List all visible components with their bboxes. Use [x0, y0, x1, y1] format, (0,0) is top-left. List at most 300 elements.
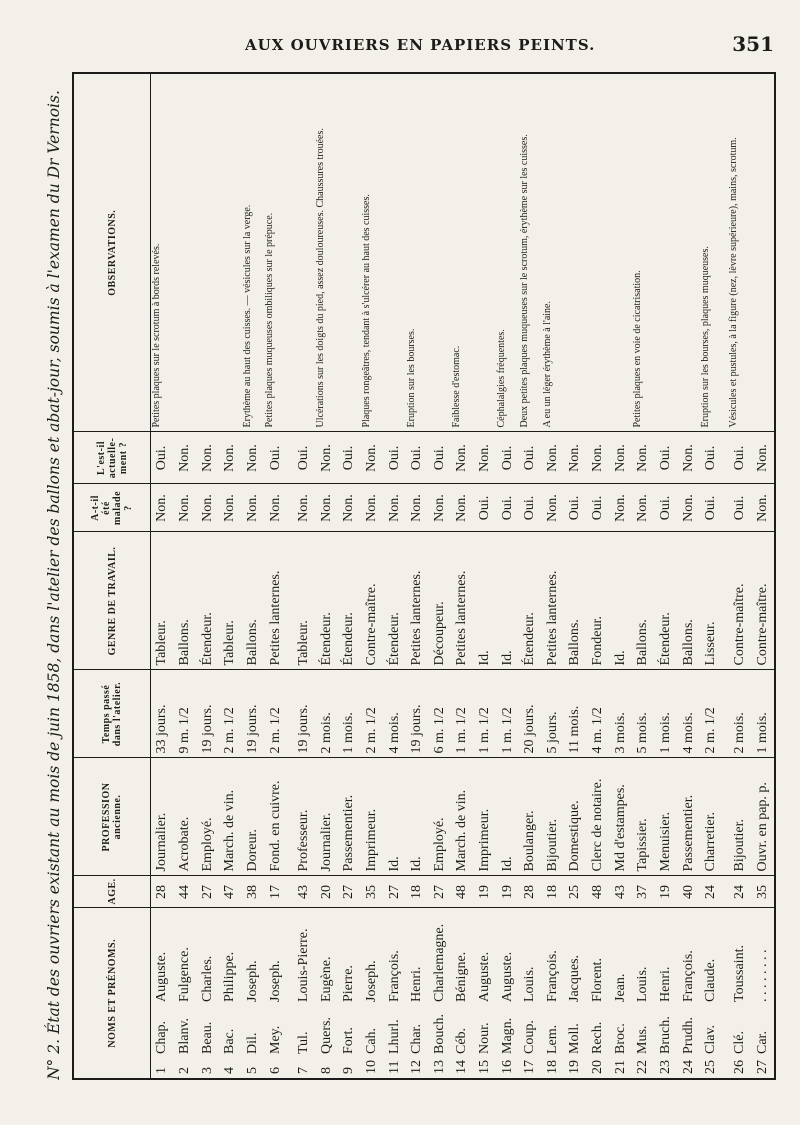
first-name: Henri.: [409, 966, 425, 1002]
row-number: 4: [222, 1067, 238, 1074]
cell-age: 44: [174, 876, 197, 908]
cell-time: 33 jours.: [151, 670, 174, 758]
table-row: [564, 74, 587, 1078]
cell-work: Étendeur.: [338, 532, 361, 670]
cell-age: 38: [242, 876, 265, 908]
table-row: [315, 74, 338, 1078]
table-row: [655, 74, 678, 1078]
surname-abbr: Mey.: [267, 1025, 283, 1054]
cell-work: Ballons.: [242, 532, 265, 670]
cell-time: 1 mois.: [338, 670, 361, 758]
first-name: François.: [386, 950, 402, 1002]
cell-work: Petites lanternes.: [542, 532, 565, 670]
cell-obs: [474, 74, 497, 432]
cell-obs: Petites plaques muqueuses ombiliques sur le prépuce.: [264, 74, 287, 432]
cell-work: Petites lanternes.: [406, 532, 429, 670]
surname-abbr: Prudh.: [680, 1017, 696, 1054]
table-row: [751, 74, 774, 1078]
cell-ill: Non.: [751, 432, 774, 484]
col-age: AGE.: [74, 876, 151, 908]
cell-age: 28: [151, 876, 174, 908]
table-row: [361, 74, 384, 1078]
cell-work: Étendeur.: [196, 532, 219, 670]
cell-work: Découpeur.: [429, 532, 452, 670]
table-row: [519, 74, 542, 1078]
surname-abbr: Chap.: [154, 1020, 170, 1054]
cell-time: 2 m. 1/2: [264, 670, 287, 758]
surname-abbr: Char.: [409, 1024, 425, 1054]
table-body: [151, 74, 775, 1078]
surname-abbr: Clav.: [703, 1024, 719, 1054]
cell-age: 27: [196, 876, 219, 908]
cell-time: 3 mois.: [609, 670, 632, 758]
cell-age: 35: [361, 876, 384, 908]
cell-work: Tableur.: [219, 532, 242, 670]
cell-sick: Non.: [219, 484, 242, 532]
first-name: Claude.: [703, 958, 719, 1002]
surname-abbr: Bouch.: [431, 1013, 447, 1054]
cell-ill: Non.: [315, 432, 338, 484]
cell-prof: Clerc de notaire.: [587, 758, 610, 876]
cell-name: [474, 908, 497, 1078]
cell-age: 47: [219, 876, 242, 908]
surname-abbr: Fort.: [341, 1027, 357, 1054]
cell-obs: Éruption sur les bourses.: [406, 74, 429, 432]
cell-obs: Petites plaques en voie de cicatrisation.: [632, 74, 655, 432]
cell-work: Id.: [496, 532, 519, 670]
cell-ill: Non.: [632, 432, 655, 484]
cell-obs: [196, 74, 219, 432]
cell-name: [542, 908, 565, 1078]
cell-prof: Passementier.: [338, 758, 361, 876]
cell-age: 18: [406, 876, 429, 908]
cell-obs: [751, 74, 774, 432]
first-name: Auguste.: [499, 951, 515, 1002]
cell-prof: Fond. en cuivre.: [264, 758, 287, 876]
cell-ill: Non.: [242, 432, 265, 484]
first-name: Florent.: [590, 958, 606, 1002]
cell-sick: Oui.: [474, 484, 497, 532]
surname-abbr: Mus.: [635, 1025, 651, 1054]
row-number: 21: [612, 1060, 628, 1074]
cell-prof: Tapissier.: [632, 758, 655, 876]
cell-name: [632, 908, 655, 1078]
cell-age: 48: [451, 876, 474, 908]
cell-obs: Céphalalgies fréquentes.: [496, 74, 519, 432]
cell-ill: Non.: [451, 432, 474, 484]
surname-abbr: Blanv.: [177, 1017, 193, 1054]
cell-obs: [677, 74, 700, 432]
cell-age: 27: [429, 876, 452, 908]
cell-obs: Deux petites plaques muqueuses sur le scrotum, érythème sur les cuisses.: [519, 74, 542, 432]
cell-age: 19: [496, 876, 519, 908]
cell-ill: Non.: [174, 432, 197, 484]
first-name: Eugène.: [318, 956, 334, 1002]
cell-time: 1 m. 1/2: [496, 670, 519, 758]
first-name: François.: [544, 950, 560, 1002]
first-name: Joseph.: [267, 960, 283, 1002]
cell-prof: Journalier.: [151, 758, 174, 876]
cell-ill: Oui.: [429, 432, 452, 484]
cell-prof: Md d'estampes.: [609, 758, 632, 876]
cell-obs: [219, 74, 242, 432]
cell-prof: Id.: [383, 758, 406, 876]
page-number: 351: [732, 32, 774, 56]
table-row: [700, 74, 723, 1078]
cell-time: 4 m. 1/2: [587, 670, 610, 758]
cell-work: Id.: [474, 532, 497, 670]
surname-abbr: Lem.: [544, 1024, 560, 1054]
cell-age: 43: [609, 876, 632, 908]
cell-time: 20 jours.: [519, 670, 542, 758]
cell-time: 19 jours.: [242, 670, 265, 758]
row-number: 20: [590, 1060, 606, 1074]
row-number: 27: [754, 1060, 770, 1074]
table-caption: N° 2. État des ouvriers existant au mois de juin 1858, dans l'atelier des ballons et abat-jour, soumis à l'examen du Dr Vernois.: [45, 90, 63, 1080]
cell-name: [451, 908, 474, 1078]
cell-ill: Oui.: [293, 432, 316, 484]
row-number: 25: [703, 1060, 719, 1074]
cell-work: Tableur.: [151, 532, 174, 670]
cell-prof: Bijoutier.: [728, 758, 751, 876]
cell-prof: Passementier.: [677, 758, 700, 876]
row-number: 24: [680, 1060, 696, 1074]
cell-ill: Oui.: [655, 432, 678, 484]
cell-obs: Vésicules et pustules, à la figure (nez, lèvre supérieure), mains, scrotum.: [728, 74, 751, 432]
table-row: [496, 74, 519, 1078]
cell-sick: Non.: [429, 484, 452, 532]
cell-sick: Oui.: [655, 484, 678, 532]
cell-ill: Oui.: [383, 432, 406, 484]
cell-work: Ballons.: [174, 532, 197, 670]
table-row: [451, 74, 474, 1078]
cell-ill: Non.: [677, 432, 700, 484]
cell-age: 37: [632, 876, 655, 908]
cell-name: [219, 908, 242, 1078]
surname-abbr: Rech.: [590, 1021, 606, 1054]
cell-sick: Non.: [406, 484, 429, 532]
col-ill: L'est-il actuelle-ment ?: [74, 432, 151, 484]
cell-name: [293, 908, 316, 1078]
cell-sick: Non.: [293, 484, 316, 532]
col-profession: PROFESSION ancienne.: [74, 758, 151, 876]
cell-ill: Non.: [219, 432, 242, 484]
cell-sick: Non.: [677, 484, 700, 532]
cell-ill: Oui.: [406, 432, 429, 484]
cell-work: Étendeur.: [655, 532, 678, 670]
col-observations: OBSERVATIONS.: [74, 74, 151, 432]
running-head: [0, 34, 800, 58]
table-row: [587, 74, 610, 1078]
cell-obs: [293, 74, 316, 432]
first-name: Toussaint.: [731, 945, 747, 1002]
cell-name: [151, 908, 174, 1078]
col-names: NOMS ET PRÉNOMS.: [74, 908, 151, 1078]
cell-work: Étendeur.: [519, 532, 542, 670]
surname-abbr: Dil.: [244, 1032, 260, 1054]
cell-obs: A eu un léger érythème à l'aine.: [542, 74, 565, 432]
surname-abbr: Quers.: [318, 1017, 334, 1054]
cell-sick: Oui.: [700, 484, 723, 532]
cell-age: 17: [264, 876, 287, 908]
cell-sick: Non.: [338, 484, 361, 532]
first-name: Pierre.: [341, 965, 357, 1002]
cell-time: 19 jours.: [406, 670, 429, 758]
cell-work: Fondeur.: [587, 532, 610, 670]
cell-age: 19: [655, 876, 678, 908]
cell-time: 19 jours.: [293, 670, 316, 758]
cell-obs: Plaques rongeâtres, tendant à s'ulcérer au haut des cuisses.: [361, 74, 384, 432]
cell-prof: Imprimeur.: [474, 758, 497, 876]
cell-name: [361, 908, 384, 1078]
table-row: [429, 74, 452, 1078]
row-number: 18: [544, 1060, 560, 1074]
table-row: [406, 74, 429, 1078]
running-title: AUX OUVRIERS EN PAPIERS PEINTS.: [245, 36, 596, 54]
surname-abbr: Céb.: [454, 1027, 470, 1054]
surname-abbr: Nour.: [477, 1022, 493, 1054]
cell-time: 5 jours.: [542, 670, 565, 758]
cell-obs: [564, 74, 587, 432]
cell-obs: Ulcérations sur les doigts du pied, assez douloureuses. Chaussures trouées.: [315, 74, 338, 432]
header-row: [74, 74, 151, 1078]
cell-name: [728, 908, 751, 1078]
cell-ill: Oui.: [728, 432, 751, 484]
cell-age: 27: [338, 876, 361, 908]
cell-obs: [609, 74, 632, 432]
cell-name: [677, 908, 700, 1078]
first-name: Henri.: [657, 966, 673, 1002]
cell-obs: Faiblesse d'estomac.: [451, 74, 474, 432]
cell-sick: Oui.: [496, 484, 519, 532]
cell-obs: [338, 74, 361, 432]
cell-name: [587, 908, 610, 1078]
table-row: [542, 74, 565, 1078]
cell-obs: [174, 74, 197, 432]
cell-age: 24: [728, 876, 751, 908]
cell-sick: Oui.: [728, 484, 751, 532]
first-name: Fulgence.: [177, 947, 193, 1002]
cell-prof: Employé.: [429, 758, 452, 876]
rotated-table-block: [40, 60, 780, 1080]
table-row: [632, 74, 655, 1078]
cell-age: 43: [293, 876, 316, 908]
cell-ill: Oui.: [700, 432, 723, 484]
first-name: Bénigne.: [454, 951, 470, 1002]
cell-work: Ballons.: [677, 532, 700, 670]
table-row: [264, 74, 287, 1078]
row-number: 16: [499, 1060, 515, 1074]
cell-time: 5 mois.: [632, 670, 655, 758]
cell-time: 2 mois.: [728, 670, 751, 758]
surname-abbr: Bac.: [222, 1028, 238, 1054]
cell-time: 2 m. 1/2: [361, 670, 384, 758]
cell-ill: Non.: [542, 432, 565, 484]
cell-prof: March. de vin.: [219, 758, 242, 876]
surname-abbr: Lhurl.: [386, 1019, 402, 1054]
cell-work: Étendeur.: [383, 532, 406, 670]
cell-sick: Non.: [361, 484, 384, 532]
cell-age: 27: [383, 876, 406, 908]
table-row: [151, 74, 174, 1078]
row-number: 19: [567, 1060, 583, 1074]
surname-abbr: Car.: [754, 1031, 770, 1054]
row-number: 6: [267, 1067, 283, 1074]
table-row: [474, 74, 497, 1078]
cell-prof: Journalier.: [315, 758, 338, 876]
workers-table: [74, 74, 774, 1078]
cell-age: 48: [587, 876, 610, 908]
cell-prof: Professeur.: [293, 758, 316, 876]
first-name: . . . . . . . .: [754, 949, 770, 1002]
col-time: Temps passé dans l'atelier.: [74, 670, 151, 758]
table-frame: [72, 72, 776, 1080]
surname-abbr: Broc.: [612, 1023, 628, 1054]
cell-sick: Non.: [383, 484, 406, 532]
first-name: Jean.: [612, 973, 628, 1002]
first-name: Jacques.: [567, 954, 583, 1002]
cell-name: [655, 908, 678, 1078]
cell-prof: Charretier.: [700, 758, 723, 876]
cell-name: [242, 908, 265, 1078]
cell-name: [609, 908, 632, 1078]
cell-ill: Non.: [196, 432, 219, 484]
cell-prof: Bijoutier.: [542, 758, 565, 876]
surname-abbr: Coup.: [522, 1020, 538, 1054]
cell-work: Contre-maître.: [751, 532, 774, 670]
cell-age: 24: [700, 876, 723, 908]
cell-name: [751, 908, 774, 1078]
cell-obs: [587, 74, 610, 432]
row-number: 3: [199, 1067, 215, 1074]
cell-prof: March. de vin.: [451, 758, 474, 876]
cell-name: [406, 908, 429, 1078]
cell-sick: Oui.: [519, 484, 542, 532]
cell-sick: Non.: [264, 484, 287, 532]
first-name: Charles.: [199, 955, 215, 1002]
cell-age: 19: [474, 876, 497, 908]
cell-obs: Érythème au haut des cuisses. — vésicules sur la verge.: [242, 74, 265, 432]
cell-prof: Imprimeur.: [361, 758, 384, 876]
cell-name: [174, 908, 197, 1078]
cell-name: [383, 908, 406, 1078]
cell-ill: Oui.: [338, 432, 361, 484]
cell-prof: Menuisier.: [655, 758, 678, 876]
cell-time: 11 mois.: [564, 670, 587, 758]
cell-name: [519, 908, 542, 1078]
table-row: [677, 74, 700, 1078]
cell-time: 1 mois.: [655, 670, 678, 758]
first-name: Louis-Pierre.: [296, 928, 312, 1002]
first-name: Auguste.: [477, 951, 493, 1002]
cell-prof: Id.: [496, 758, 519, 876]
table-row: [338, 74, 361, 1078]
cell-sick: Non.: [632, 484, 655, 532]
cell-sick: Oui.: [564, 484, 587, 532]
cell-name: [196, 908, 219, 1078]
cell-age: 25: [564, 876, 587, 908]
first-name: Joseph.: [244, 960, 260, 1002]
first-name: Auguste.: [154, 951, 170, 1002]
cell-work: Contre-maître.: [361, 532, 384, 670]
cell-obs: [655, 74, 678, 432]
cell-work: Lisseur.: [700, 532, 723, 670]
cell-time: 2 m. 1/2: [219, 670, 242, 758]
first-name: Philippe.: [222, 951, 238, 1002]
cell-time: 2 mois.: [315, 670, 338, 758]
cell-name: [338, 908, 361, 1078]
cell-time: 19 jours.: [196, 670, 219, 758]
cell-work: Ballons.: [632, 532, 655, 670]
cell-work: Id.: [609, 532, 632, 670]
surname-abbr: Beau.: [199, 1021, 215, 1054]
surname-abbr: Moll.: [567, 1023, 583, 1054]
cell-age: 40: [677, 876, 700, 908]
cell-obs: [429, 74, 452, 432]
row-number: 10: [364, 1060, 379, 1074]
cell-sick: Non.: [151, 484, 174, 532]
first-name: Louis.: [635, 966, 651, 1002]
row-number: 13: [431, 1060, 447, 1074]
row-number: 8: [318, 1067, 334, 1074]
col-sick: A-t-il été malade ?: [74, 484, 151, 532]
surname-abbr: Magn.: [499, 1017, 515, 1054]
cell-sick: Oui.: [587, 484, 610, 532]
cell-time: 9 m. 1/2: [174, 670, 197, 758]
cell-age: 35: [751, 876, 774, 908]
row-number: 2: [177, 1067, 193, 1074]
cell-prof: Doreur.: [242, 758, 265, 876]
table-row: [383, 74, 406, 1078]
cell-age: 20: [315, 876, 338, 908]
cell-work: Tableur.: [293, 532, 316, 670]
cell-work: Étendeur.: [315, 532, 338, 670]
cell-prof: Boulanger.: [519, 758, 542, 876]
cell-time: 6 m. 1/2: [429, 670, 452, 758]
cell-ill: Oui.: [496, 432, 519, 484]
cell-name: [700, 908, 723, 1078]
cell-sick: Non.: [609, 484, 632, 532]
cell-prof: Ouvr. en pap. p.: [751, 758, 774, 876]
row-number: 1: [154, 1067, 170, 1074]
row-number: 22: [635, 1060, 651, 1074]
cell-sick: Non.: [542, 484, 565, 532]
cell-prof: Id.: [406, 758, 429, 876]
first-name: Louis.: [522, 966, 538, 1002]
cell-work: Petites lanternes.: [451, 532, 474, 670]
cell-sick: Non.: [451, 484, 474, 532]
cell-name: [564, 908, 587, 1078]
first-name: François.: [680, 950, 696, 1002]
cell-sick: Non.: [174, 484, 197, 532]
table-row: [728, 74, 751, 1078]
cell-time: 1 m. 1/2: [474, 670, 497, 758]
cell-name: [429, 908, 452, 1078]
cell-time: 2 m. 1/2: [700, 670, 723, 758]
cell-ill: Non.: [564, 432, 587, 484]
row-number: 7: [296, 1067, 312, 1074]
cell-ill: Non.: [609, 432, 632, 484]
table-row: [219, 74, 242, 1078]
table-row: [609, 74, 632, 1078]
cell-age: 18: [542, 876, 565, 908]
cell-ill: Oui.: [264, 432, 287, 484]
cell-name: [496, 908, 519, 1078]
cell-work: Ballons.: [564, 532, 587, 670]
col-work: GENRE DE TRAVAIL.: [74, 532, 151, 670]
cell-sick: Non.: [242, 484, 265, 532]
cell-prof: Acrobate.: [174, 758, 197, 876]
